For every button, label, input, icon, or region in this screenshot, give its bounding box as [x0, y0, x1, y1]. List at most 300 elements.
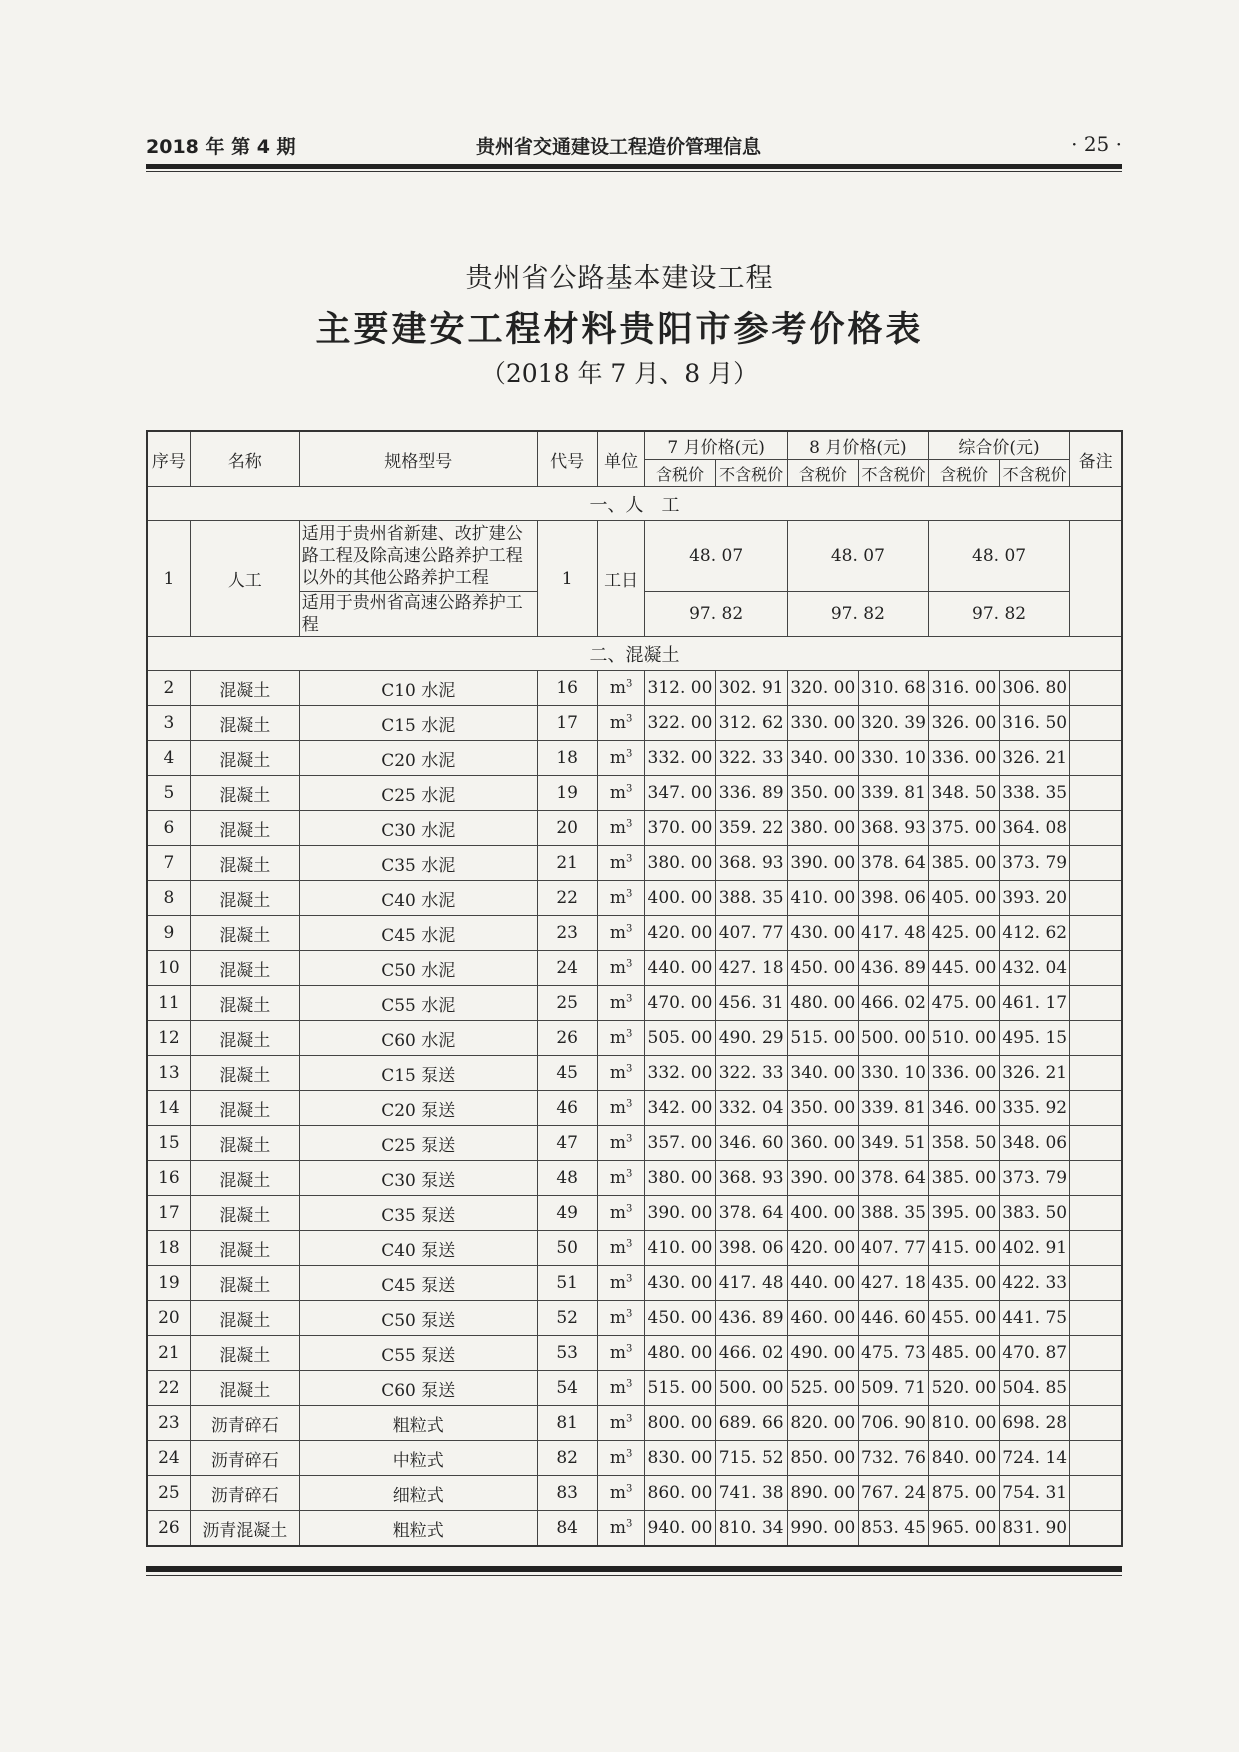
row-seq: 5 — [147, 776, 190, 811]
row-aug-tax-incl: 380. 00 — [787, 811, 858, 846]
row-aug-tax-excl: 349. 51 — [858, 1126, 928, 1161]
row-name: 混凝土 — [190, 1301, 299, 1336]
row-comb-tax-incl: 358. 50 — [928, 1126, 999, 1161]
header-combined: 综合价(元) — [928, 431, 1069, 460]
row-aug-tax-excl: 368. 93 — [858, 811, 928, 846]
unit-base: m — [609, 1028, 626, 1048]
row-seq: 19 — [147, 1266, 190, 1301]
unit-base: m — [609, 678, 626, 698]
labor-august-general: 48. 07 — [787, 521, 928, 592]
row-aug-tax-excl: 706. 90 — [858, 1406, 928, 1441]
row-code: 48 — [537, 1161, 597, 1196]
table-row — [147, 1441, 1122, 1476]
row-note — [1070, 986, 1122, 1021]
row-aug-tax-excl: 378. 64 — [858, 1161, 928, 1196]
row-aug-tax-incl: 990. 00 — [787, 1511, 858, 1547]
row-seq: 12 — [147, 1021, 190, 1056]
header-july: 7 月价格(元) — [645, 431, 787, 460]
row-aug-tax-excl: 732. 76 — [858, 1441, 928, 1476]
row-july-tax-excl: 715. 52 — [715, 1441, 787, 1476]
table-row — [147, 986, 1122, 1021]
unit-base: m — [609, 748, 626, 768]
unit-base: m — [609, 923, 626, 943]
row-comb-tax-excl: 373. 79 — [1000, 1161, 1070, 1196]
row-code: 50 — [537, 1231, 597, 1266]
row-name: 混凝土 — [190, 951, 299, 986]
row-comb-tax-excl: 326. 21 — [1000, 1056, 1070, 1091]
header-august: 8 月价格(元) — [787, 431, 928, 460]
row-name: 混凝土 — [190, 1126, 299, 1161]
unit-exponent: 3 — [625, 1273, 633, 1285]
row-aug-tax-incl: 890. 00 — [787, 1476, 858, 1511]
unit-base: m — [609, 1483, 626, 1503]
unit-base: m — [609, 958, 626, 978]
row-aug-tax-incl: 360. 00 — [787, 1126, 858, 1161]
table-row — [147, 1056, 1122, 1091]
row-comb-tax-incl: 336. 00 — [928, 1056, 999, 1091]
unit-base: m — [609, 1063, 626, 1083]
row-note — [1070, 1196, 1122, 1231]
row-comb-tax-excl: 402. 91 — [1000, 1231, 1070, 1266]
row-comb-tax-excl: 754. 31 — [1000, 1476, 1070, 1511]
row-unit — [597, 1196, 645, 1231]
row-code: 16 — [537, 671, 597, 706]
row-aug-tax-excl: 310. 68 — [858, 671, 928, 706]
row-comb-tax-incl: 875. 00 — [928, 1476, 999, 1511]
row-seq: 21 — [147, 1336, 190, 1371]
table-row — [147, 671, 1122, 706]
row-unit — [597, 881, 645, 916]
table-row — [147, 1126, 1122, 1161]
row-aug-tax-excl: 388. 35 — [858, 1196, 928, 1231]
labor-name: 人工 — [190, 521, 299, 637]
row-spec: C10 水泥 — [299, 671, 537, 706]
row-note — [1070, 1231, 1122, 1266]
row-aug-tax-incl: 340. 00 — [787, 741, 858, 776]
row-note — [1070, 776, 1122, 811]
row-spec: C40 水泥 — [299, 881, 537, 916]
row-spec: 细粒式 — [299, 1476, 537, 1511]
row-july-tax-excl: 368. 93 — [715, 846, 787, 881]
row-aug-tax-incl: 850. 00 — [787, 1441, 858, 1476]
row-aug-tax-excl: 509. 71 — [858, 1371, 928, 1406]
unit-exponent: 3 — [625, 1098, 633, 1110]
row-comb-tax-incl: 385. 00 — [928, 1161, 999, 1196]
labor-spec-general: 适用于贵州省新建、改扩建公路工程及除高速公路养护工程以外的其他公路养护工程 — [299, 521, 537, 592]
row-note — [1070, 1336, 1122, 1371]
row-seq: 15 — [147, 1126, 190, 1161]
row-code: 51 — [537, 1266, 597, 1301]
unit-exponent: 3 — [625, 923, 633, 935]
row-unit — [597, 1161, 645, 1196]
unit-exponent: 3 — [625, 1063, 633, 1075]
row-unit — [597, 1056, 645, 1091]
row-unit — [597, 811, 645, 846]
row-july-tax-incl: 370. 00 — [645, 811, 715, 846]
table-row — [147, 916, 1122, 951]
row-july-tax-excl: 456. 31 — [715, 986, 787, 1021]
row-code: 19 — [537, 776, 597, 811]
row-july-tax-excl: 332. 04 — [715, 1091, 787, 1126]
row-aug-tax-excl: 398. 06 — [858, 881, 928, 916]
row-july-tax-excl: 407. 77 — [715, 916, 787, 951]
row-comb-tax-incl: 435. 00 — [928, 1266, 999, 1301]
row-comb-tax-excl: 335. 92 — [1000, 1091, 1070, 1126]
row-spec: C55 水泥 — [299, 986, 537, 1021]
row-name: 沥青碎石 — [190, 1476, 299, 1511]
row-aug-tax-incl: 525. 00 — [787, 1371, 858, 1406]
section-title-labor: 一、人 工 — [147, 487, 1122, 521]
row-note — [1070, 1091, 1122, 1126]
row-name: 混凝土 — [190, 811, 299, 846]
row-aug-tax-excl: 853. 45 — [858, 1511, 928, 1547]
row-code: 52 — [537, 1301, 597, 1336]
row-july-tax-excl: 302. 91 — [715, 671, 787, 706]
row-comb-tax-excl: 470. 87 — [1000, 1336, 1070, 1371]
row-code: 53 — [537, 1336, 597, 1371]
unit-base: m — [609, 1378, 626, 1398]
row-spec: C50 泵送 — [299, 1301, 537, 1336]
row-july-tax-incl: 860. 00 — [645, 1476, 715, 1511]
unit-exponent: 3 — [625, 1168, 633, 1180]
row-aug-tax-excl: 320. 39 — [858, 706, 928, 741]
row-seq: 2 — [147, 671, 190, 706]
row-code: 45 — [537, 1056, 597, 1091]
row-comb-tax-excl: 504. 85 — [1000, 1371, 1070, 1406]
row-aug-tax-excl: 378. 64 — [858, 846, 928, 881]
unit-base: m — [609, 1238, 626, 1258]
row-july-tax-incl: 332. 00 — [645, 741, 715, 776]
row-july-tax-excl: 490. 29 — [715, 1021, 787, 1056]
row-aug-tax-excl: 330. 10 — [858, 1056, 928, 1091]
header-seq: 序号 — [147, 431, 190, 487]
row-july-tax-excl: 741. 38 — [715, 1476, 787, 1511]
row-comb-tax-excl: 441. 75 — [1000, 1301, 1070, 1336]
row-aug-tax-excl: 407. 77 — [858, 1231, 928, 1266]
row-name: 混凝土 — [190, 776, 299, 811]
row-spec: C30 水泥 — [299, 811, 537, 846]
row-seq: 20 — [147, 1301, 190, 1336]
row-comb-tax-excl: 306. 80 — [1000, 671, 1070, 706]
row-unit — [597, 1091, 645, 1126]
row-code: 20 — [537, 811, 597, 846]
table-row — [147, 1231, 1122, 1266]
row-seq: 4 — [147, 741, 190, 776]
unit-exponent: 3 — [625, 1483, 633, 1495]
row-unit — [597, 1336, 645, 1371]
unit-base: m — [609, 1343, 626, 1363]
row-seq: 22 — [147, 1371, 190, 1406]
unit-exponent: 3 — [625, 1238, 633, 1250]
row-unit — [597, 1266, 645, 1301]
row-note — [1070, 1056, 1122, 1091]
row-seq: 24 — [147, 1441, 190, 1476]
row-note — [1070, 1441, 1122, 1476]
row-unit — [597, 1476, 645, 1511]
row-july-tax-excl: 436. 89 — [715, 1301, 787, 1336]
table-row — [147, 1021, 1122, 1056]
header-rule-thick — [146, 164, 1122, 169]
row-comb-tax-incl: 840. 00 — [928, 1441, 999, 1476]
row-july-tax-incl: 470. 00 — [645, 986, 715, 1021]
row-unit — [597, 846, 645, 881]
row-name: 混凝土 — [190, 986, 299, 1021]
row-aug-tax-excl: 466. 02 — [858, 986, 928, 1021]
row-name: 混凝土 — [190, 1336, 299, 1371]
table-row — [147, 951, 1122, 986]
unit-base: m — [609, 818, 626, 838]
table-body — [147, 487, 1122, 1547]
row-july-tax-excl: 359. 22 — [715, 811, 787, 846]
unit-exponent: 3 — [625, 1518, 633, 1530]
row-unit — [597, 1126, 645, 1161]
row-code: 18 — [537, 741, 597, 776]
row-seq: 11 — [147, 986, 190, 1021]
unit-exponent: 3 — [625, 1133, 633, 1145]
unit-base: m — [609, 1518, 626, 1538]
row-comb-tax-incl: 965. 00 — [928, 1511, 999, 1547]
row-comb-tax-excl: 412. 62 — [1000, 916, 1070, 951]
unit-base: m — [609, 1133, 626, 1153]
row-code: 24 — [537, 951, 597, 986]
row-july-tax-incl: 450. 00 — [645, 1301, 715, 1336]
row-note — [1070, 1021, 1122, 1056]
row-july-tax-incl: 332. 00 — [645, 1056, 715, 1091]
row-july-tax-excl: 398. 06 — [715, 1231, 787, 1266]
unit-base: m — [609, 1203, 626, 1223]
labor-august-highway: 97. 82 — [787, 592, 928, 637]
row-name: 混凝土 — [190, 706, 299, 741]
row-july-tax-incl: 515. 00 — [645, 1371, 715, 1406]
row-spec: C60 水泥 — [299, 1021, 537, 1056]
labor-combined-highway: 97. 82 — [928, 592, 1069, 637]
row-seq: 13 — [147, 1056, 190, 1091]
row-july-tax-excl: 336. 89 — [715, 776, 787, 811]
labor-row-1 — [147, 521, 1122, 592]
row-july-tax-excl: 368. 93 — [715, 1161, 787, 1196]
row-aug-tax-incl: 390. 00 — [787, 846, 858, 881]
unit-base: m — [609, 1273, 626, 1293]
section-title-concrete: 二、混凝土 — [147, 637, 1122, 671]
unit-exponent: 3 — [625, 1378, 633, 1390]
row-note — [1070, 1476, 1122, 1511]
unit-base: m — [609, 1448, 626, 1468]
row-spec: C35 水泥 — [299, 846, 537, 881]
row-comb-tax-excl: 373. 79 — [1000, 846, 1070, 881]
row-code: 26 — [537, 1021, 597, 1056]
header-aug-tax-excl: 不含税价 — [858, 460, 928, 487]
row-unit — [597, 1231, 645, 1266]
row-july-tax-incl: 830. 00 — [645, 1441, 715, 1476]
table-row — [147, 881, 1122, 916]
header-comb-tax-incl: 含税价 — [928, 460, 999, 487]
table-row — [147, 1266, 1122, 1301]
footer-rule-thin — [146, 1575, 1122, 1576]
table-row — [147, 811, 1122, 846]
row-aug-tax-incl: 350. 00 — [787, 776, 858, 811]
row-unit — [597, 951, 645, 986]
row-july-tax-excl: 417. 48 — [715, 1266, 787, 1301]
row-comb-tax-incl: 415. 00 — [928, 1231, 999, 1266]
unit-base: m — [609, 783, 626, 803]
header-code: 代号 — [537, 431, 597, 487]
row-name: 混凝土 — [190, 1266, 299, 1301]
row-note — [1070, 1301, 1122, 1336]
row-unit — [597, 916, 645, 951]
row-note — [1070, 1126, 1122, 1161]
header-spec: 规格型号 — [299, 431, 537, 487]
row-aug-tax-excl: 427. 18 — [858, 1266, 928, 1301]
page-number: · 25 · — [1071, 132, 1122, 156]
row-seq: 6 — [147, 811, 190, 846]
row-code: 81 — [537, 1406, 597, 1441]
header-note: 备注 — [1070, 431, 1122, 487]
row-aug-tax-incl: 330. 00 — [787, 706, 858, 741]
row-spec: C45 泵送 — [299, 1266, 537, 1301]
row-seq: 10 — [147, 951, 190, 986]
row-name: 混凝土 — [190, 1056, 299, 1091]
row-spec: C20 泵送 — [299, 1091, 537, 1126]
unit-base: m — [609, 713, 626, 733]
row-name: 混凝土 — [190, 881, 299, 916]
row-aug-tax-excl: 330. 10 — [858, 741, 928, 776]
header-unit: 单位 — [597, 431, 645, 487]
row-seq: 3 — [147, 706, 190, 741]
row-comb-tax-excl: 364. 08 — [1000, 811, 1070, 846]
row-unit — [597, 671, 645, 706]
table-row — [147, 776, 1122, 811]
row-aug-tax-excl: 500. 00 — [858, 1021, 928, 1056]
row-spec: C35 泵送 — [299, 1196, 537, 1231]
row-code: 23 — [537, 916, 597, 951]
row-aug-tax-incl: 340. 00 — [787, 1056, 858, 1091]
title-line-3: （2018 年 7 月、8 月） — [480, 359, 759, 388]
row-code: 84 — [537, 1511, 597, 1547]
row-aug-tax-incl: 410. 00 — [787, 881, 858, 916]
row-comb-tax-excl: 383. 50 — [1000, 1196, 1070, 1231]
row-code: 47 — [537, 1126, 597, 1161]
row-comb-tax-excl: 316. 50 — [1000, 706, 1070, 741]
row-comb-tax-excl: 326. 21 — [1000, 741, 1070, 776]
unit-exponent: 3 — [625, 1203, 633, 1215]
row-july-tax-excl: 810. 34 — [715, 1511, 787, 1547]
row-comb-tax-incl: 405. 00 — [928, 881, 999, 916]
table-row — [147, 1406, 1122, 1441]
unit-exponent: 3 — [625, 783, 633, 795]
row-note — [1070, 1511, 1122, 1547]
row-july-tax-incl: 347. 00 — [645, 776, 715, 811]
row-note — [1070, 741, 1122, 776]
row-name: 沥青混凝土 — [190, 1511, 299, 1547]
row-note — [1070, 1161, 1122, 1196]
unit-exponent: 3 — [625, 1028, 633, 1040]
row-seq: 18 — [147, 1231, 190, 1266]
labor-unit: 工日 — [597, 521, 645, 637]
row-note — [1070, 1371, 1122, 1406]
header-name: 名称 — [190, 431, 299, 487]
row-unit — [597, 1441, 645, 1476]
row-comb-tax-excl: 831. 90 — [1000, 1511, 1070, 1547]
row-note — [1070, 881, 1122, 916]
row-name: 沥青碎石 — [190, 1406, 299, 1441]
row-spec: C40 泵送 — [299, 1231, 537, 1266]
row-july-tax-incl: 420. 00 — [645, 916, 715, 951]
row-july-tax-excl: 312. 62 — [715, 706, 787, 741]
row-comb-tax-incl: 375. 00 — [928, 811, 999, 846]
header-comb-tax-excl: 不含税价 — [1000, 460, 1070, 487]
table-row — [147, 1511, 1122, 1547]
row-note — [1070, 1406, 1122, 1441]
table-row — [147, 1301, 1122, 1336]
unit-base: m — [609, 853, 626, 873]
row-comb-tax-incl: 395. 00 — [928, 1196, 999, 1231]
row-name: 混凝土 — [190, 1161, 299, 1196]
row-note — [1070, 951, 1122, 986]
row-spec: C15 泵送 — [299, 1056, 537, 1091]
row-july-tax-incl: 410. 00 — [645, 1231, 715, 1266]
row-name: 混凝土 — [190, 1091, 299, 1126]
row-aug-tax-excl: 446. 60 — [858, 1301, 928, 1336]
row-code: 83 — [537, 1476, 597, 1511]
row-aug-tax-excl: 339. 81 — [858, 776, 928, 811]
row-aug-tax-incl: 515. 00 — [787, 1021, 858, 1056]
table-row — [147, 1476, 1122, 1511]
row-unit — [597, 1301, 645, 1336]
table-row — [147, 1196, 1122, 1231]
labor-spec-highway: 适用于贵州省高速公路养护工程 — [299, 592, 537, 637]
row-july-tax-excl: 378. 64 — [715, 1196, 787, 1231]
row-aug-tax-excl: 475. 73 — [858, 1336, 928, 1371]
row-aug-tax-excl: 436. 89 — [858, 951, 928, 986]
row-july-tax-incl: 322. 00 — [645, 706, 715, 741]
row-note — [1070, 846, 1122, 881]
row-code: 17 — [537, 706, 597, 741]
row-comb-tax-excl: 698. 28 — [1000, 1406, 1070, 1441]
row-comb-tax-incl: 455. 00 — [928, 1301, 999, 1336]
row-july-tax-incl: 505. 00 — [645, 1021, 715, 1056]
row-comb-tax-excl: 461. 17 — [1000, 986, 1070, 1021]
row-aug-tax-incl: 350. 00 — [787, 1091, 858, 1126]
row-name: 混凝土 — [190, 1196, 299, 1231]
header-rule-thin — [146, 171, 1122, 172]
row-comb-tax-incl: 336. 00 — [928, 741, 999, 776]
table-row — [147, 706, 1122, 741]
row-comb-tax-incl: 348. 50 — [928, 776, 999, 811]
row-name: 混凝土 — [190, 741, 299, 776]
row-seq: 7 — [147, 846, 190, 881]
row-spec: C15 水泥 — [299, 706, 537, 741]
row-aug-tax-incl: 320. 00 — [787, 671, 858, 706]
row-spec: C25 水泥 — [299, 776, 537, 811]
row-seq: 9 — [147, 916, 190, 951]
labor-combined-general: 48. 07 — [928, 521, 1069, 592]
header-row-1 — [147, 431, 1122, 460]
row-seq: 14 — [147, 1091, 190, 1126]
row-comb-tax-incl: 810. 00 — [928, 1406, 999, 1441]
labor-seq: 1 — [147, 521, 190, 637]
row-seq: 26 — [147, 1511, 190, 1547]
title-line-1: 贵州省公路基本建设工程 — [465, 263, 774, 294]
unit-base: m — [609, 1168, 626, 1188]
row-note — [1070, 1266, 1122, 1301]
row-comb-tax-excl: 422. 33 — [1000, 1266, 1070, 1301]
labor-note — [1070, 521, 1122, 637]
row-aug-tax-incl: 390. 00 — [787, 1161, 858, 1196]
row-aug-tax-incl: 440. 00 — [787, 1266, 858, 1301]
row-code: 54 — [537, 1371, 597, 1406]
row-seq: 25 — [147, 1476, 190, 1511]
row-unit — [597, 741, 645, 776]
